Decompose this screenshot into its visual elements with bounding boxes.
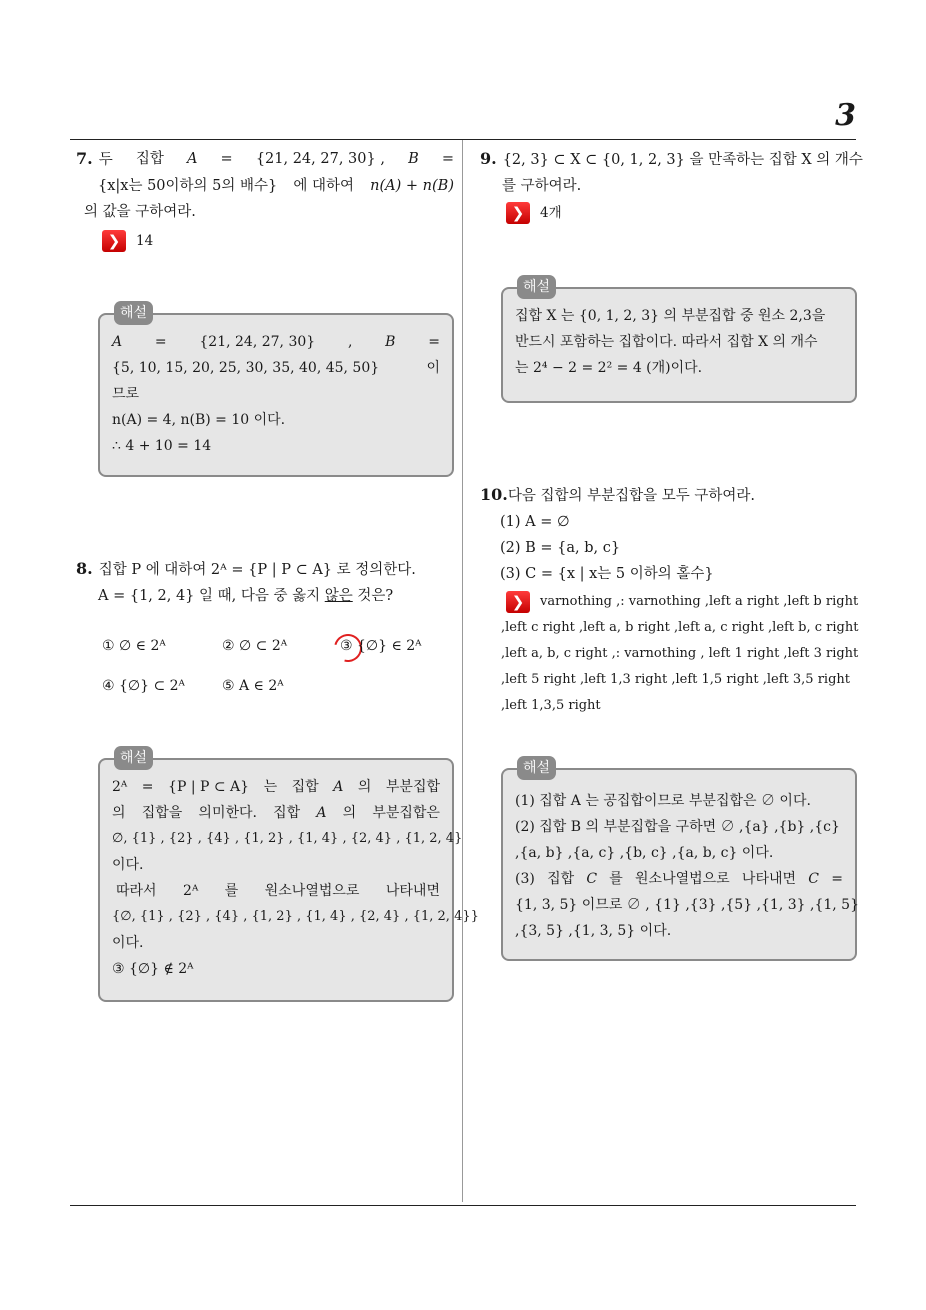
answer-arrow-icon: ❯ (506, 202, 530, 224)
exp-word: 2ᴬ (112, 779, 128, 795)
exp-text: 이 (426, 360, 440, 376)
q10-line1 (480, 482, 860, 509)
exp-word: 나타내면 (741, 871, 797, 887)
exp-word: 부분집합 (385, 779, 440, 795)
q7-set-b: {x|x는 50이하의 5의 배수} (98, 178, 278, 194)
q8-exp-line2 (112, 800, 440, 826)
q7-var: A (186, 151, 198, 167)
q10-sub2: (2) B = {a, b, c} (500, 540, 621, 556)
q10-explanation (501, 760, 859, 961)
q8-line2 (76, 583, 456, 609)
exp-var: A (112, 334, 123, 350)
exp-var: A (316, 805, 327, 821)
exp-word: 의 (112, 805, 126, 821)
question-9 (480, 146, 863, 199)
q8-text: 것은? (352, 588, 394, 604)
q9-line1 (480, 146, 863, 173)
q7-line3: 의 값을 구하여라. (84, 204, 196, 220)
exp-eq: = (428, 334, 440, 350)
exp-word: 집합을 (141, 805, 183, 821)
question-8 (76, 556, 456, 609)
q7-var: B (408, 151, 419, 167)
q7-exp-line5: ∴ 4 + 10 = 14 (112, 438, 212, 454)
q9-line2: 를 구하여라. (502, 178, 582, 194)
q8-exp-line7: 이다. (112, 935, 144, 951)
q10-answer-line2: ,left c right ,left a, b right ,left a, c right ,left b, c right (501, 620, 859, 635)
explanation-tag: 해설 (517, 275, 556, 299)
q8-exp-line1 (112, 774, 440, 800)
q8-underlined: 않은 (324, 588, 353, 604)
exp-var: B (385, 334, 396, 350)
exp-word: (3) (515, 871, 535, 887)
exp-word: {P | P ⊂ A} (168, 779, 250, 795)
question-7 (76, 146, 454, 225)
q8-explanation (98, 750, 479, 1002)
explanation-tag: 해설 (114, 746, 153, 770)
exp-word: 를 (609, 871, 623, 887)
q9-number: 9. (480, 149, 497, 168)
q10-sub3: (3) C = {x | x는 5 이하의 홀수} (500, 566, 714, 582)
q8-choice-2[interactable]: ② ∅ ⊂ 2ᴬ (222, 638, 288, 654)
exp-word: 부분집합은 (372, 805, 440, 821)
q7-expression: n(A) + n(B) (370, 178, 454, 194)
exp-word: 원소나열법으로 (264, 883, 360, 899)
q8-choice-1[interactable]: ① ∅ ∈ 2ᴬ (102, 638, 166, 654)
exp-comma: , (347, 334, 353, 350)
q10-number: 10. (480, 485, 508, 504)
exp-word: 의 (357, 779, 372, 795)
q7-word: 집합 (135, 151, 164, 167)
answer-arrow-icon: ❯ (506, 591, 530, 613)
q7-exp-line3: 므로 (112, 386, 140, 402)
q8-exp-line6: {∅, {1} , {2} , {4} , {1, 2} , {1, 4} , {2, 4} , {1, 2, 4}} (112, 909, 479, 924)
answer-arrow-icon: ❯ (102, 230, 126, 252)
exp-var: C (586, 871, 598, 887)
q10-answer (506, 589, 858, 615)
q10-answer-line4: ,left 5 right ,left 1,3 right ,left 1,5 right ,left 3,5 right (501, 672, 850, 687)
exp-set: {5, 10, 15, 20, 25, 30, 35, 40, 45, 50} (112, 360, 380, 376)
exp-eq: = (154, 334, 167, 350)
q8-exp-line3: ∅, {1} , {2} , {4} , {1, 2} , {1, 4} , {2, 4} , {1, 2, 4} (112, 831, 463, 846)
q7-number: 7. (76, 149, 93, 168)
exp-word: 집합 (547, 871, 575, 887)
q10-sub1: (1) A = ∅ (500, 514, 570, 530)
exp-word: 집합 (291, 779, 319, 795)
question-10 (480, 482, 860, 587)
q8-choice-5[interactable]: ⑤ A ∈ 2ᴬ (222, 678, 284, 694)
q7-exp-line2 (112, 355, 440, 381)
q10-answer-continued (501, 615, 863, 719)
exp-var: A (333, 779, 344, 795)
q10-exp-line3: ,{a, b} ,{a, c} ,{b, c} ,{a, b, c} 이다. (515, 845, 774, 861)
q8-text: 집합 P 에 대하여 2ᴬ = {P | P ⊂ A} 로 정의한다. (98, 562, 416, 578)
exp-word: 집합 (273, 805, 301, 821)
q10-answer-line1: varnothing ,: varnothing ,left a right ,left b right (540, 594, 859, 609)
q8-choice-4[interactable]: ④ {∅} ⊂ 2ᴬ (102, 678, 185, 694)
q7-set: {21, 24, 27, 30} , (255, 151, 385, 167)
header-rule (70, 139, 856, 140)
q9-exp-line3: 는 2⁴ − 2 = 2² = 4 (개)이다. (515, 360, 703, 376)
q9-exp-line2: 반드시 포함하는 집합이다. 따라서 집합 X 의 개수 (515, 334, 818, 350)
explanation-tag: 해설 (517, 756, 556, 780)
q8-choice-3[interactable]: ③ {∅} ∈ 2ᴬ (340, 638, 422, 654)
q9-exp-line1: 집합 X 는 {0, 1, 2, 3} 의 부분집합 중 원소 2,3을 (515, 308, 826, 324)
exp-word: 따라서 (116, 883, 157, 899)
exp-word: 를 (224, 883, 239, 899)
q10-exp-line5: {1, 3, 5} 이므로 ∅ , {1} ,{3} ,{5} ,{1, 3} ,{1, 5} (515, 897, 859, 913)
q7-exp-line1 (112, 329, 440, 355)
q10-exp-line4 (515, 866, 843, 892)
q8-text: A = {1, 2, 4} 일 때, 다음 중 옳지 (98, 588, 325, 604)
exp-word: 2ᴬ (183, 883, 199, 899)
q7-line2 (76, 173, 454, 199)
q9-text: {2, 3} ⊂ X ⊂ {0, 1, 2, 3} 을 만족하는 집합 X 의 개수 (502, 152, 863, 168)
footer-rule (70, 1205, 856, 1206)
q7-answer-value: 14 (136, 233, 154, 249)
q8-number: 8. (76, 559, 93, 578)
q9-answer (506, 200, 562, 226)
q10-exp-line6: ,{3, 5} ,{1, 3, 5} 이다. (515, 923, 672, 939)
q7-eq: = (220, 151, 233, 167)
exp-var: C (808, 871, 819, 887)
q8-exp-line4: 이다. (112, 857, 144, 873)
page-number: 3 (835, 98, 856, 133)
exp-word: 의 (342, 805, 357, 821)
q9-answer-value: 4개 (540, 205, 562, 221)
q7-exp-line4: n(A) = 4, n(B) = 10 이다. (112, 412, 286, 428)
q8-exp-line5 (112, 878, 440, 904)
q7-line1 (76, 146, 454, 173)
q10-answer-line5: ,left 1,3,5 right (501, 698, 601, 713)
exp-word: 의미한다. (198, 805, 257, 821)
explanation-tag: 해설 (114, 301, 153, 325)
column-divider (462, 140, 463, 1202)
exp-word: 원소나열법으로 (635, 871, 730, 887)
q7-word: 두 (98, 152, 113, 168)
q10-exp-line1: (1) 집합 A 는 공집합이므로 부분집합은 ∅ 이다. (515, 793, 811, 809)
q10-answer-line3: ,left a, b, c right ,: varnothing , left 1 right ,left 3 right (501, 646, 859, 661)
exp-word: = (831, 871, 843, 887)
q10-text: 다음 집합의 부분집합을 모두 구하여라. (507, 488, 755, 504)
q7-answer (102, 228, 153, 254)
q7-eq: = (441, 151, 454, 167)
q10-exp-line2: (2) 집합 B 의 부분집합을 구하면 ∅ ,{a} ,{b} ,{c} (515, 819, 840, 835)
q7-explanation (98, 305, 454, 477)
q9-explanation (501, 279, 857, 403)
q8-exp-line8: ③ {∅} ∉ 2ᴬ (112, 961, 194, 977)
exp-word: = (141, 779, 154, 795)
q7-text: 에 대하여 (293, 178, 355, 194)
exp-word: 는 (263, 779, 278, 795)
exp-set: {21, 24, 27, 30} (199, 334, 316, 350)
q8-line1 (76, 556, 456, 583)
exp-word: 나타내면 (385, 883, 440, 899)
